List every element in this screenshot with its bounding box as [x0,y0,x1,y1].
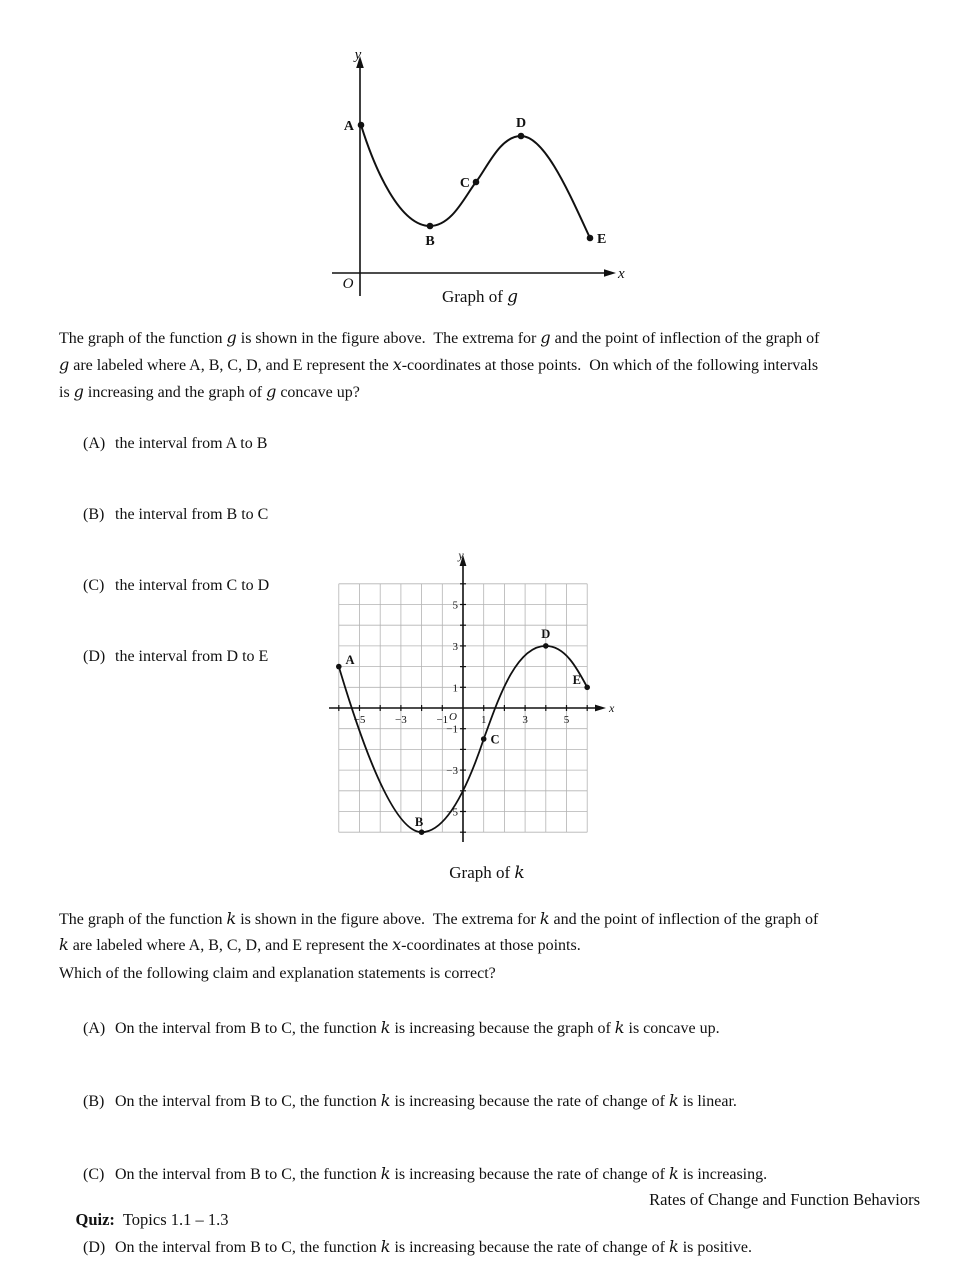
footer-topics-text: Topics 1.1 – 1.3 [114,1210,229,1229]
prompt-line: The graph of the function k is shown in the figure above. The extrema for k and the point of inflection of the graph of [59,909,819,928]
x-tick-label: −5 [353,714,366,726]
point-a-dot [336,664,342,670]
point-b-dot [427,223,434,230]
option-label: (D) [83,648,106,665]
y-axis-label: y [354,47,362,63]
option-text: On the interval from B to C, the function k is increasing because the rate of change of k is linear. [115,1091,737,1110]
point-d-label: D [515,116,527,131]
graph-of-k [325,550,617,850]
x-tick-label: 3 [522,714,528,726]
option-label: (C) [83,1166,105,1183]
x-tick-label: 1 [480,714,487,726]
option-text: On the interval from B to C, the function k is increasing because the rate of change of k is positive. [115,1237,753,1256]
point-a-dot [358,122,365,129]
point-a-label: A [345,653,355,667]
prompt-line: The graph of the function g is shown in the figure above. The extrema for g and the point of inflection of the graph of [59,328,820,347]
x-tick-label: −3 [395,714,407,726]
option-text: the interval from B to C [115,506,269,523]
point-e-dot [584,685,590,691]
point-c-dot [481,736,487,742]
option-label: (A) [83,435,106,452]
x-axis-label: x [609,701,615,715]
footer-course-title: Rates of Change and Function Behaviors [649,1190,920,1209]
option-text: On the interval from B to C, the function k is increasing because the graph of k is concave up. [115,1018,720,1037]
point-c-dot [473,179,480,186]
y-tick-labels [446,600,458,819]
prompt-line: is g increasing and the graph of g concave up? [59,382,360,401]
option-b [59,1074,959,1129]
footer-quiz-topics [59,1190,229,1250]
graph-of-g [330,42,630,300]
origin-label: O [342,276,354,292]
question1-prompt [59,325,959,406]
option-label: (A) [83,1020,106,1037]
point-c-label: C [490,732,500,747]
point-e-label: E [572,673,581,687]
y-tick-label: −5 [446,806,458,819]
footer-quiz-label: Quiz: [75,1210,115,1229]
y-tick-label: 3 [452,640,458,653]
point-c-label: C [459,176,470,191]
option-label: (D) [83,1239,106,1256]
point-d-label: D [541,627,551,641]
x-axis-label: x [618,266,625,282]
question2-prompt [59,906,959,958]
point-e-dot [587,235,594,242]
option-a [59,417,959,471]
graph-k-caption: Graph of k [449,863,525,883]
graph-g-caption: Graph of g [441,287,519,307]
option-b [59,488,959,542]
option-label: (C) [83,577,105,594]
point-d-dot [518,133,525,140]
y-tick-label: 1 [452,682,458,695]
point-a-label: A [343,119,354,134]
origin-label: O [449,711,457,723]
x-axis-arrow-icon [595,705,606,712]
option-text: On the interval from B to C, the function k is increasing because the rate of change of k is increasing. [115,1164,768,1183]
x-axis-arrow-icon [604,269,616,277]
point-b-label: B [414,815,424,829]
y-axis-label: y [458,550,464,562]
prompt-line: g are labeled where A, B, C, D, and E represent the x-coordinates at those points. On which of the following intervals [59,355,819,374]
option-text: the interval from A to B [115,435,268,452]
question2-question: Which of the following claim and explanation statements is correct? [59,965,496,982]
option-label: (B) [83,506,105,523]
option-text: the interval from D to E [115,648,269,665]
y-tick-label: −3 [446,765,458,778]
y-tick-label: −1 [446,723,458,736]
option-label: (B) [83,1093,105,1110]
option-a [59,1001,959,1056]
x-tick-labels [354,714,570,726]
point-e-label: E [597,232,607,247]
prompt-line: k are labeled where A, B, C, D, and E represent the x-coordinates at those points. [59,935,581,954]
point-b-dot [419,829,425,835]
point-b-label: B [425,234,435,249]
y-tick-label: 5 [452,599,458,612]
x-tick-label: 5 [563,714,570,726]
x-tick-label: −1 [436,714,449,726]
point-d-dot [543,643,549,649]
option-text: the interval from C to D [115,577,270,594]
